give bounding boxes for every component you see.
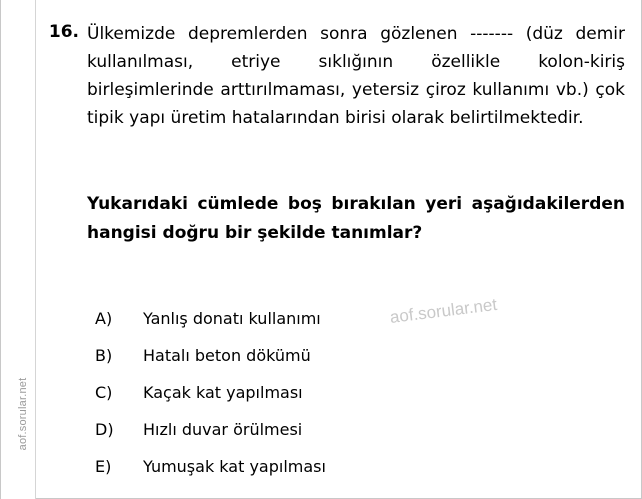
answer-option-a-text: Yanlış donatı kullanımı <box>143 309 321 328</box>
answer-options-list <box>95 300 635 485</box>
body-watermark: aof.sorular.net <box>388 294 499 327</box>
question-prompt-text: Yukarıdaki cümlede boş bırakılan yeri aşağıdakilerden hangisi doğru bir şekilde tanımlar? <box>87 194 625 243</box>
answer-option-e-letter: E) <box>95 457 112 476</box>
answer-option-c-text: Kaçak kat yapılması <box>143 383 303 402</box>
answer-option-a[interactable] <box>95 300 635 337</box>
question-content <box>35 0 641 498</box>
answer-option-c[interactable] <box>95 374 635 411</box>
rail-watermark: aof.sorular.net <box>17 377 29 451</box>
question-number: 16. <box>48 22 79 42</box>
answer-option-b-text: Hatalı beton dökümü <box>143 346 311 365</box>
answer-option-c-letter: C) <box>95 383 113 402</box>
answer-option-e[interactable] <box>95 448 635 485</box>
answer-option-b[interactable] <box>95 337 635 374</box>
left-margin-rail <box>1 0 36 499</box>
answer-option-d[interactable] <box>95 411 635 448</box>
answer-option-d-letter: D) <box>95 420 114 439</box>
question-stem <box>87 20 625 132</box>
answer-option-d-text: Hızlı duvar örülmesi <box>143 420 303 439</box>
answer-option-b-letter: B) <box>95 346 113 365</box>
answer-option-a-letter: A) <box>95 309 113 328</box>
question-prompt <box>87 190 625 248</box>
question-stem-text: Ülkemizde depremlerden sonra gözlenen ------- (düz demir kullanılması, etriye sıklığının özellikle kolon-kiriş birleşimlerinde arttırılmaması, yetersiz çiroz kullanımı vb.) çok tipik yapı üretim hatalarından birisi olarak belirtilmektedir. <box>87 24 625 128</box>
answer-option-e-text: Yumuşak kat yapılması <box>143 457 326 476</box>
